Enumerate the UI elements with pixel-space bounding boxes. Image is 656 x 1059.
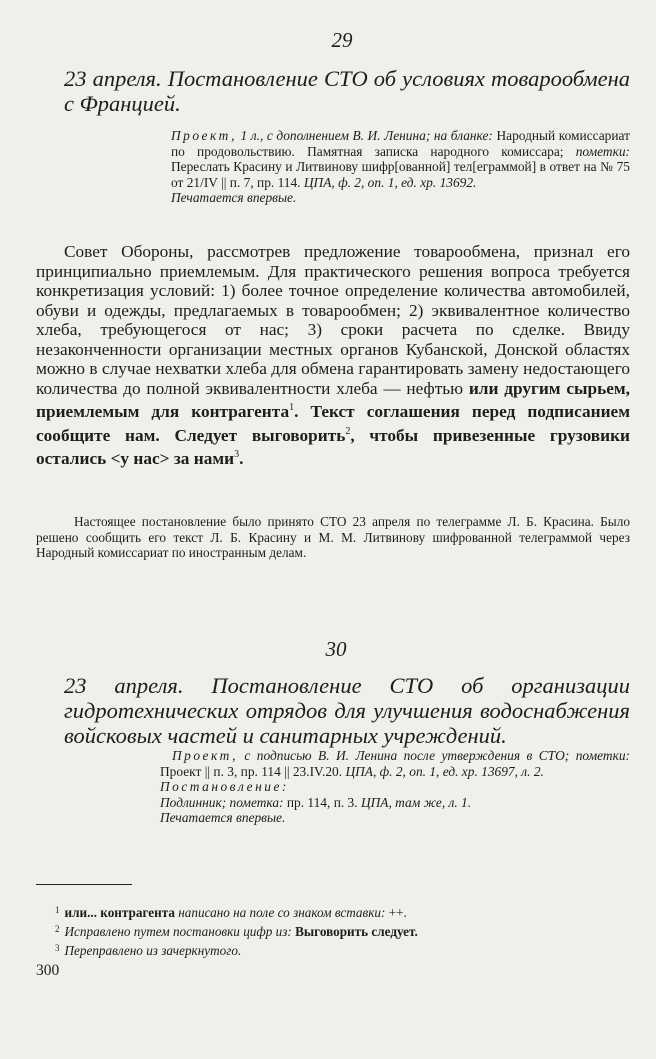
meta-printed-first: Печатается впервые. — [171, 190, 297, 205]
meta-original-label: Подлинник; пометка: — [160, 794, 284, 810]
meta-archive-ref: ЦПА, ф. 2, оп. 1, ед. хр. 13692. — [303, 174, 477, 190]
meta-project-label: Проект, — [172, 748, 238, 763]
meta-resolution-label: Постановление: — [160, 779, 289, 794]
footnote-divider — [36, 884, 132, 885]
document-number-30: 30 — [325, 637, 347, 661]
meta-archive-ref: ЦПА, ф. 2, оп. 1, ед. хр. 13697, л. 2. — [345, 763, 544, 779]
meta-marks-label: пометки: — [575, 748, 630, 763]
footnote-2 — [36, 921, 630, 940]
body-bold-end: , чтобы привезенные грузовики остались <у нас> за нами — [36, 425, 630, 468]
footnote-num: 3 — [55, 943, 60, 953]
page-number: 300 — [36, 962, 60, 979]
meta-project-label: Проект, — [171, 128, 237, 143]
body-text: Совет Обороны, рассмотрев предложение товарообмена, признал его принципиально приемлемым. Для практического решения вопроса требуется конкретизация условий: 1) более точное определение количества автомобилей, обуви и одежды, предлагаемых в товарообмен; 2) эквивалентное количество хлеба, требующегося от нас; 3) сроки расчета по сделке. Ввиду незаконченности организации местных органов Кубанской, Донской областях можно в случае нехватки хлеба для обмена гарантировать замену недостающего количества до полной эквивалентности хлеба — нефтью — [36, 242, 630, 398]
footnote-num: 2 — [55, 924, 60, 934]
footnote-bold: или... контрагента — [64, 905, 175, 920]
body-period: . — [239, 449, 244, 468]
footnote-ref-3: 3 — [234, 449, 240, 460]
meta-signature: с подписью В. И. Ленина после утверждения в СТО; — [237, 748, 576, 763]
meta-marks-text: Переслать Красину и Литвинову шифр[ованной] тел[еграммой] в ответ на № 75 от 21/IV || п. 7, пр. 114. — [171, 159, 630, 190]
document-number-29: 29 — [331, 28, 353, 52]
document-source-30 — [160, 748, 630, 826]
body-bold-insert: или другим сырьем, приемлемым для контрагента — [36, 378, 630, 421]
footnote-bold: Выговорить следует. — [295, 924, 418, 939]
meta-marks-text: Проект || п. 3, пр. 114 || 23.IV.20. — [160, 763, 346, 779]
meta-printed-first: Печатается впервые. — [160, 810, 286, 825]
document-source-29 — [171, 128, 630, 206]
footnote-italic: Переправлено из зачеркнутого. — [64, 943, 242, 958]
note-text: Настоящее постановление было принято СТО 23 апреля по телеграмме Л. Б. Красина. Было решено сообщить его текст Л. Б. Красину и М. М. Литвинову шифрованной телеграммой через Народный комиссариат по иностранным делам. — [36, 514, 630, 560]
footnote-num: 1 — [55, 905, 60, 915]
meta-blank-text: Народный комиссариат по продовольствию. Памятная записка народного комиссара; — [171, 128, 630, 159]
meta-archive-ref-2: ЦПА, там же, л. 1. — [360, 794, 472, 810]
footnote-3 — [36, 940, 630, 959]
document-title-29: 23 апреля. Постановление СТО об условиях товарообмена с Францией. — [64, 66, 630, 116]
footnote-italic: Исправлено путем постановки цифр из: — [64, 924, 296, 939]
meta-marks-label: пометки: — [575, 143, 630, 159]
document-title-30: 23 апреля. Постановление СТО об организации гидротехнических отрядов для улучшения водоснабжения войсковых частей и санитарных учреждений. — [64, 673, 630, 748]
footnote-sign: ++. — [388, 905, 407, 920]
editorial-note-29 — [36, 514, 630, 561]
meta-original-text: пр. 114, п. 3. — [283, 794, 361, 810]
footnotes — [36, 902, 630, 959]
meta-sheets: 1 л., с дополнением В. И. Ленина; на бланке: — [236, 128, 493, 143]
footnote-1 — [36, 902, 630, 921]
footnote-ref-2: 2 — [345, 425, 351, 437]
document-body-29 — [36, 242, 630, 469]
footnote-italic: написано на поле со знаком вставки: — [174, 905, 389, 920]
body-bold-text: . Текст соглашения перед подписанием сообщите нам. Следует выговорить — [36, 402, 630, 445]
footnote-ref-1: 1 — [289, 402, 295, 413]
